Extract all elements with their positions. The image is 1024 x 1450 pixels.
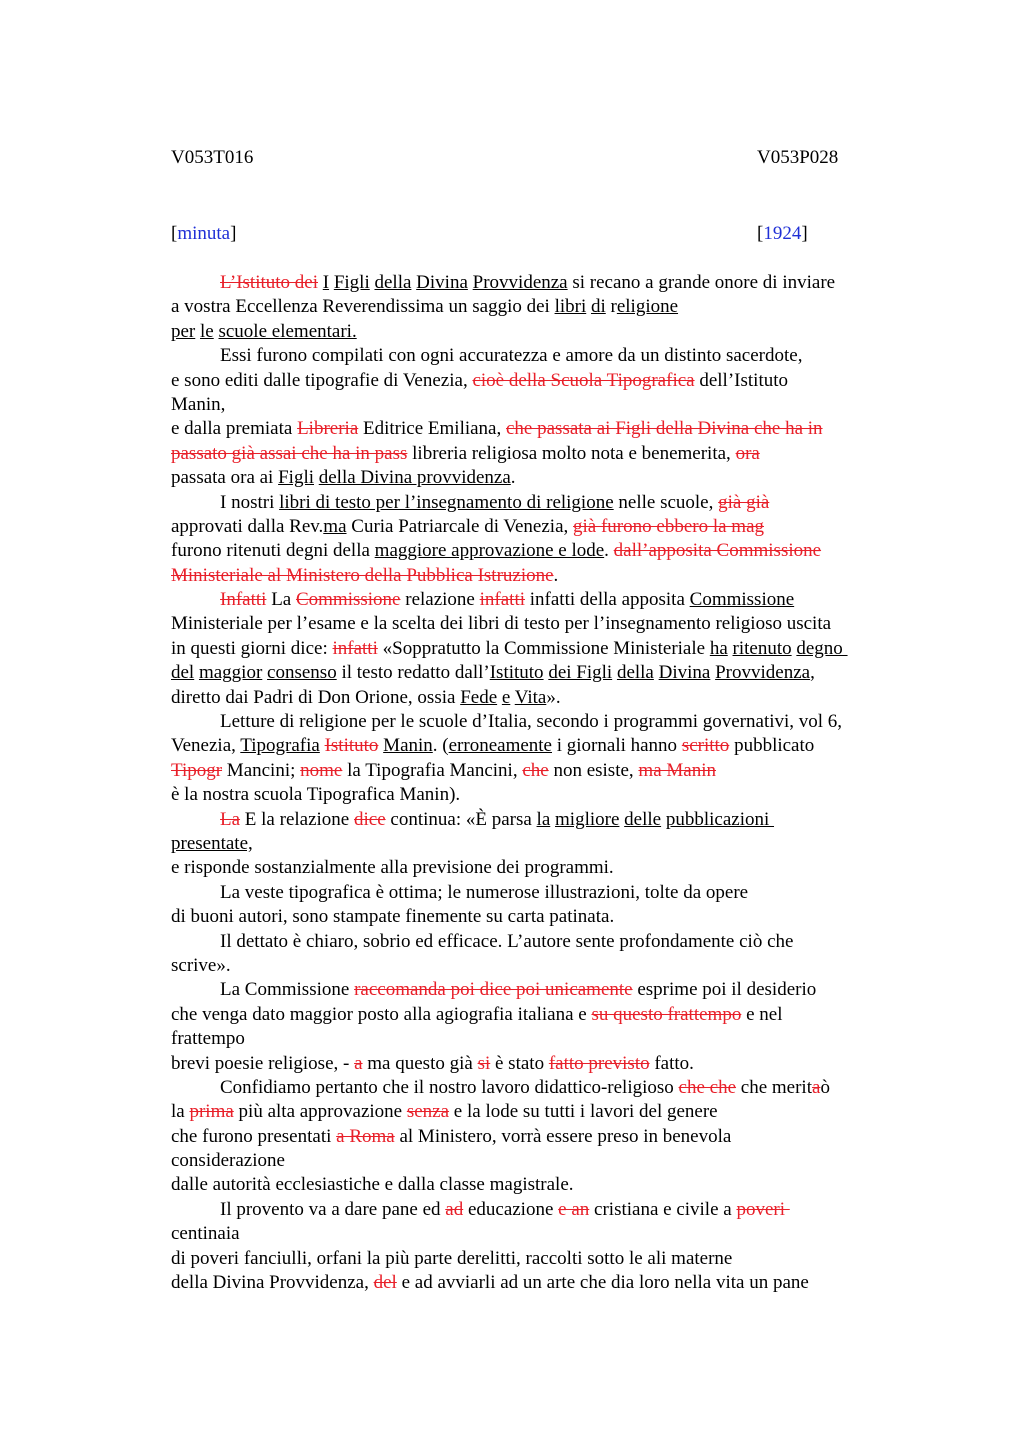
text-line xyxy=(171,1076,911,1100)
text-segment: Venezia, xyxy=(171,735,241,757)
text-line xyxy=(171,417,911,441)
text-line xyxy=(171,978,911,1002)
text-segment: La veste tipografica è ottima; le numerose illustrazioni, tolte da opere xyxy=(220,881,749,903)
deleted-text: a Roma xyxy=(336,1125,395,1147)
underlined-text: Fede xyxy=(460,686,498,708)
text-segment: Manin, xyxy=(171,393,226,415)
underlined-text: Tipografia xyxy=(240,735,320,757)
paragraph xyxy=(171,271,911,344)
underlined-text: Figli xyxy=(278,467,314,489)
text-segment: frattempo xyxy=(171,1028,245,1050)
underlined-text: libri di testo per l’insegnamento di religione xyxy=(279,491,614,513)
deleted-text: che passata ai Figli della Divina che ha in xyxy=(506,418,823,440)
deleted-text: scritto xyxy=(681,735,730,757)
text-segment: e risponde sostanzialmente alla previsione dei programmi. xyxy=(171,857,614,879)
text-segment: ma questo già xyxy=(362,1052,478,1074)
underlined-text: Divina xyxy=(416,272,468,293)
text-segment: non esiste, xyxy=(548,759,639,781)
underlined-text: delle xyxy=(624,808,662,830)
text-segment: Mancini; xyxy=(222,759,301,781)
text-segment: scrive». xyxy=(171,954,231,976)
paragraph xyxy=(171,808,911,881)
deleted-text: Infatti xyxy=(220,589,267,611)
text-line xyxy=(171,1027,911,1051)
text-segment: furono ritenuti degni della xyxy=(171,540,375,562)
paragraph xyxy=(171,930,911,979)
text-segment: Il dettato è chiaro, sobrio ed efficace. L’autore sente profondamente ciò che xyxy=(220,930,794,952)
text-segment: che furono presentati xyxy=(171,1125,337,1147)
paragraph xyxy=(171,881,911,930)
text-segment: libreria religiosa molto nota e benemerita, xyxy=(407,442,736,464)
deleted-text: si xyxy=(477,1052,491,1074)
deleted-text: senza xyxy=(406,1101,450,1123)
underlined-text: le xyxy=(200,320,214,342)
deleted-text: del xyxy=(373,1272,397,1294)
document-type-label: [minuta] xyxy=(171,223,237,244)
deleted-text: Tipogr xyxy=(171,759,223,781)
deleted-text: ora xyxy=(735,442,760,464)
deleted-text: fatto previsto xyxy=(548,1052,650,1074)
text-line xyxy=(171,271,911,295)
underlined-text: degno xyxy=(796,637,848,659)
underlined-text: di xyxy=(590,296,606,318)
text-line xyxy=(171,1003,911,1027)
text-segment: educazione xyxy=(463,1198,559,1220)
text-segment: pubblicato xyxy=(729,735,815,757)
document-date-label: [1924] xyxy=(757,223,808,244)
text-segment: e ad avviarli ad un arte che dia loro nella vita un pane xyxy=(396,1272,809,1294)
text-line xyxy=(171,588,911,612)
deleted-text: Ministeriale al Ministero della Pubblica Istruzione xyxy=(171,564,554,586)
underlined-text: Divina xyxy=(658,662,711,684)
deleted-text: prima xyxy=(189,1101,234,1123)
text-line xyxy=(171,661,911,685)
text-segment: Il provento va a dare pane ed xyxy=(220,1198,446,1220)
underlined-text: Provvidenza xyxy=(715,662,811,684)
text-segment: , xyxy=(810,662,815,684)
deleted-text: cioè della Scuola Tipografica xyxy=(472,369,695,391)
deleted-text: Istituto xyxy=(324,735,379,757)
text-segment: i giornali hanno xyxy=(552,735,682,757)
text-segment: che venga dato maggior posto alla agiografia italiana e xyxy=(171,1003,592,1025)
text-segment: Letture di religione per le scuole d’Italia, secondo i programmi governativi, vol 6, xyxy=(220,711,843,733)
paragraph xyxy=(171,710,911,808)
text-line xyxy=(171,759,911,783)
text-segment: approvati dalla Rev. xyxy=(171,515,324,537)
text-segment: relazione xyxy=(400,589,480,611)
deleted-text: già già xyxy=(718,491,770,513)
text-segment: Ministeriale per l’esame e la scelta dei libri di testo per l’insegnamento religioso uscita xyxy=(171,613,832,635)
text-line xyxy=(171,344,911,368)
text-segment: diretto dai Padri di Don Orione, ossia xyxy=(171,686,461,708)
text-segment: che merit xyxy=(736,1076,812,1098)
text-line xyxy=(171,1222,911,1246)
deleted-text: passato già assai che ha in pass xyxy=(171,442,408,464)
text-segment: Editrice Emiliana, xyxy=(358,418,506,440)
text-segment: considerazione xyxy=(171,1150,285,1172)
underlined-text: della xyxy=(374,272,412,293)
text-segment: La xyxy=(266,589,296,611)
text-line xyxy=(171,930,911,954)
text-segment: «Soppratutto la Commissione Ministeriale xyxy=(377,637,710,659)
deleted-text: e an xyxy=(558,1198,590,1220)
document-code-left: V053T016 xyxy=(171,147,254,168)
underlined-text: Vita xyxy=(514,686,547,708)
underlined-text: del xyxy=(171,662,195,684)
underlined-text: e xyxy=(501,686,511,708)
text-line xyxy=(171,1149,911,1173)
underlined-text: Provvidenza xyxy=(472,272,568,293)
text-line xyxy=(171,734,911,758)
text-line xyxy=(171,1125,911,1149)
deleted-text: La xyxy=(220,808,241,830)
underlined-text: Figli xyxy=(333,272,370,293)
text-line xyxy=(171,612,911,636)
text-segment: e nel xyxy=(741,1003,783,1025)
deleted-text: che xyxy=(522,759,549,781)
text-segment: . ( xyxy=(432,735,449,757)
text-line xyxy=(171,637,911,661)
text-line xyxy=(171,1247,911,1271)
underlined-text: Istituto xyxy=(489,662,544,684)
text-segment: passata ora ai xyxy=(171,467,279,489)
underlined-text: consenso xyxy=(267,662,337,684)
deleted-text: ma Manin xyxy=(638,759,716,781)
underlined-text: dei Figli xyxy=(548,662,613,684)
text-segment: ò xyxy=(820,1076,830,1098)
text-line xyxy=(171,1100,911,1124)
underlined-text: scuole elementari. xyxy=(218,320,357,342)
underlined-text: maggiore approvazione e lode xyxy=(374,540,605,562)
text-segment: e la lode su tutti i lavori del genere xyxy=(449,1101,718,1123)
document-code-right: V053P028 xyxy=(757,147,839,168)
text-segment: e sono editi dalle tipografie di Venezia, xyxy=(171,369,473,391)
deleted-text: dice xyxy=(353,808,386,830)
text-line xyxy=(171,539,911,563)
deleted-text: L’Istituto dei xyxy=(220,272,318,293)
text-segment: I nostri xyxy=(220,491,280,513)
deleted-text: Commissione xyxy=(295,589,401,611)
text-segment: Confidiamo pertanto che il nostro lavoro didattico-religioso xyxy=(220,1076,679,1098)
text-segment: . xyxy=(553,564,559,586)
deleted-text: dall’apposita Commissione xyxy=(613,540,822,562)
text-segment: dalle autorità ecclesiastiche e dalla classe magistrale. xyxy=(171,1174,574,1196)
deleted-text: a xyxy=(354,1052,363,1074)
text-segment: cristiana e civile a xyxy=(589,1198,737,1220)
text-line xyxy=(171,856,911,880)
text-line xyxy=(171,320,911,344)
underlined-text: Manin xyxy=(383,735,433,757)
text-segment: E la relazione xyxy=(240,808,354,830)
text-line xyxy=(171,393,911,417)
text-segment: della Divina Provvidenza, xyxy=(171,1272,374,1294)
text-segment: al Ministero, vorrà essere preso in benevola xyxy=(394,1125,732,1147)
text-segment: esprime poi il desiderio xyxy=(632,979,817,1001)
underlined-text: erroneamente xyxy=(448,735,552,757)
text-segment: infatti della apposita xyxy=(525,589,690,611)
deleted-text: nome xyxy=(300,759,343,781)
text-line xyxy=(171,295,911,319)
paragraph xyxy=(171,344,911,490)
text-segment: a vostra Eccellenza Reverendissima un saggio dei xyxy=(171,296,555,318)
text-line xyxy=(171,783,911,807)
deleted-text: su questo frattempo xyxy=(591,1003,742,1025)
underlined-text: I xyxy=(322,272,330,293)
text-segment: in questi giorni dice: xyxy=(171,637,333,659)
text-segment: si recano a grande onore di inviare xyxy=(567,272,836,293)
text-segment: di poveri fanciulli, orfani la più parte derelitti, raccolti sotto le ali materne xyxy=(171,1247,733,1269)
underlined-text: della Divina provvidenza xyxy=(318,467,511,489)
text-line xyxy=(171,1198,911,1222)
text-segment: r xyxy=(605,296,617,318)
deleted-text: poveri xyxy=(736,1198,790,1220)
text-segment: di buoni autori, sono stampate finemente su carta patinata. xyxy=(171,906,615,928)
deleted-text: a xyxy=(812,1076,821,1098)
text-segment: centinaia xyxy=(171,1223,240,1245)
text-line xyxy=(171,442,911,466)
text-line xyxy=(171,832,911,856)
text-segment: il testo redatto dall’ xyxy=(336,662,490,684)
deleted-text: che che xyxy=(678,1076,737,1098)
text-line xyxy=(171,564,911,588)
text-line xyxy=(171,466,911,490)
text-line xyxy=(171,710,911,734)
deleted-text: infatti xyxy=(332,637,378,659)
paragraph xyxy=(171,588,911,710)
text-line xyxy=(171,369,911,393)
paragraph xyxy=(171,1076,911,1198)
text-segment: è la nostra scuola Tipografica Manin). xyxy=(171,784,461,806)
underlined-text: migliore xyxy=(555,808,620,830)
text-segment: continua: «È parsa xyxy=(385,808,537,830)
text-line xyxy=(171,515,911,539)
text-line xyxy=(171,491,911,515)
underlined-text: ma xyxy=(323,515,347,537)
text-segment: nelle scuole, xyxy=(613,491,719,513)
underlined-text: la xyxy=(536,808,551,830)
text-line xyxy=(171,808,911,832)
text-line xyxy=(171,881,911,905)
text-line xyxy=(171,905,911,929)
underlined-text: pubblicazioni xyxy=(665,808,775,830)
document-type-link[interactable]: minuta xyxy=(177,223,231,244)
underlined-text: della xyxy=(616,662,654,684)
document-date-link[interactable]: 1924 xyxy=(763,223,802,244)
deleted-text: infatti xyxy=(479,589,526,611)
text-segment: fatto. xyxy=(649,1052,694,1074)
underlined-text: per xyxy=(171,320,196,342)
underlined-text: presentate, xyxy=(171,832,253,854)
underlined-text: eligione xyxy=(616,296,679,318)
text-segment: La Commissione xyxy=(220,979,355,1001)
text-segment: Curia Patriarcale di Venezia, xyxy=(346,515,574,537)
underlined-text: ritenuto xyxy=(732,637,792,659)
deleted-text: ad xyxy=(445,1198,464,1220)
deleted-text: raccomanda poi dice poi unicamente xyxy=(354,979,633,1001)
text-segment: Essi furono compilati con ogni accuratezza e amore da un distinto sacerdote, xyxy=(220,345,803,367)
text-segment: la Tipografia Mancini, xyxy=(342,759,523,781)
paragraph xyxy=(171,491,911,589)
paragraph xyxy=(171,978,911,1076)
text-segment: brevi poesie religiose, - xyxy=(171,1052,355,1074)
deleted-text: Libreria xyxy=(297,418,359,440)
text-line xyxy=(171,1052,911,1076)
underlined-text: maggior xyxy=(198,662,263,684)
text-segment: dell’Istituto xyxy=(694,369,788,391)
text-segment: ». xyxy=(546,686,561,708)
letter-body xyxy=(171,271,911,1295)
text-segment: . xyxy=(510,467,516,489)
text-segment: la xyxy=(171,1101,190,1123)
text-line xyxy=(171,1271,911,1295)
underlined-text: libri xyxy=(554,296,587,318)
text-segment: . xyxy=(604,540,614,562)
text-segment: e dalla premiata xyxy=(171,418,298,440)
text-line xyxy=(171,1173,911,1197)
text-segment: più alta approvazione xyxy=(233,1101,407,1123)
text-segment: è stato xyxy=(490,1052,549,1074)
underlined-text: Commissione xyxy=(689,589,795,611)
text-line xyxy=(171,686,911,710)
paragraph xyxy=(171,1198,911,1296)
underlined-text: ha xyxy=(709,637,728,659)
text-line xyxy=(171,954,911,978)
deleted-text: già furono ebbero la mag xyxy=(573,515,764,537)
